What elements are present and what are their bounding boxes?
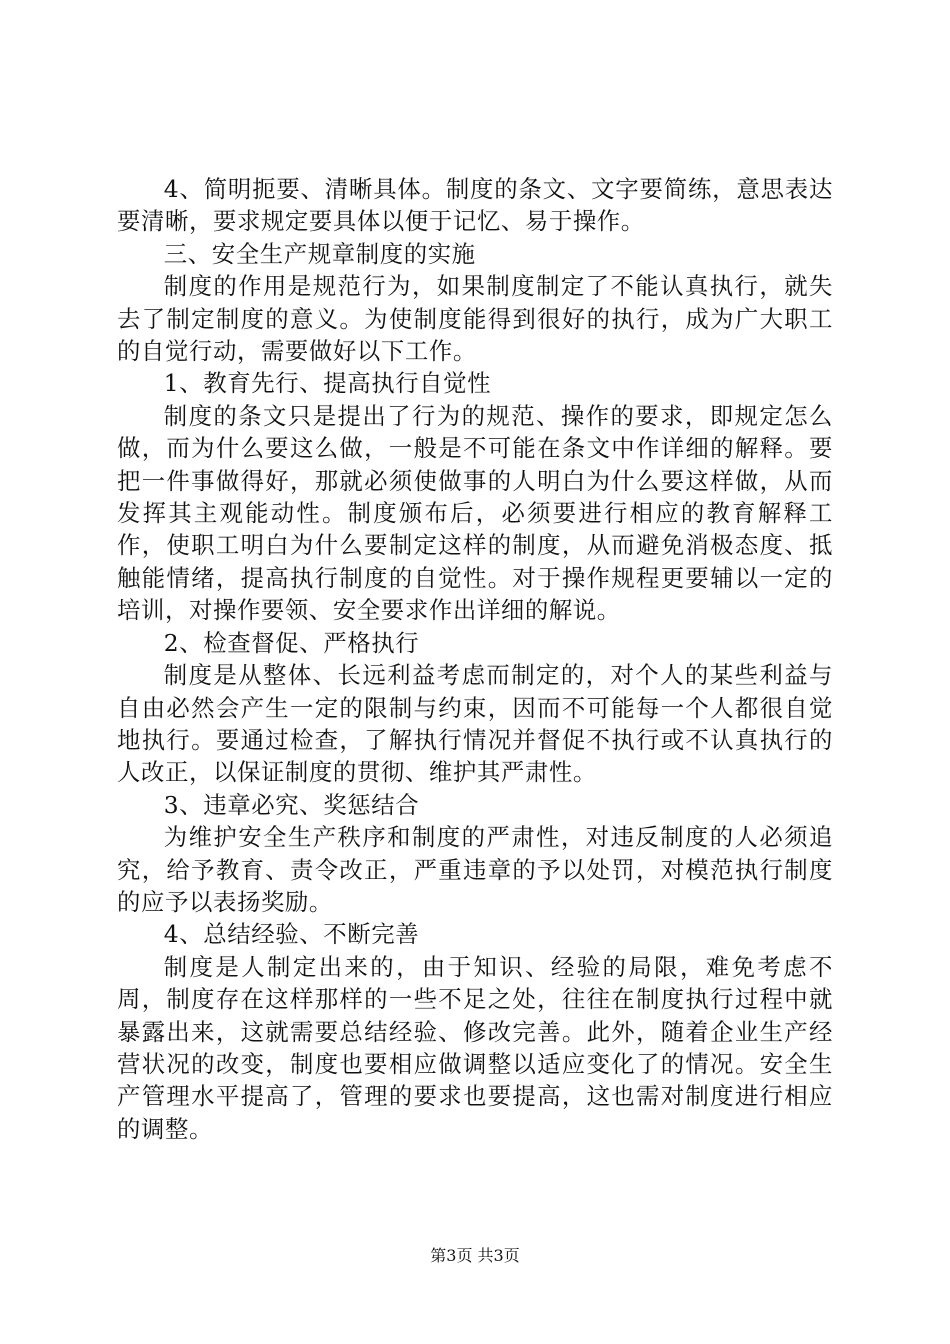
paragraph: 制度是人制定出来的，由于知识、经验的局限，难免考虑不周，制度存在这样那样的一些不足之处，往往在制度执行过程中就暴露出来，这就需要总结经验、修改完善。此外，随着企业生产经营状况的改变，制度也要相应做调整以适应变化了的情况。安全生产管理水平提高了，管理的要求也要提高，这也需对制度进行相应的调整。 — [117, 952, 833, 1143]
section-heading: 三、安全生产规章制度的实施 — [163, 239, 476, 268]
paragraph: 制度是从整体、长远利益考虑而制定的，对个人的某些利益与自由必然会产生一定的限制与约束，因而不可能每一个人都很自觉地执行。要通过检查，了解执行情况并督促不执行或不认真执行的人改正，以保证制度的贯彻、维护其严肃性。 — [117, 661, 833, 787]
paragraph: 4、简明扼要、清晰具体。制度的条文、文字要简练，意思表达要清晰，要求规定要具体以便于记忆、易于操作。 — [117, 175, 833, 236]
paragraph: 制度的条文只是提出了行为的规范、操作的要求，即规定怎么做，而为什么要这么做，一般是不可能在条文中作详细的解释。要把一件事做得好，那就必须使做事的人明白为什么要这样做，从而发挥其主观能动性。制度颁布后，必须要进行相应的教育解释工作，使职工明白为什么要制定这样的制度，从而避免消极态度、抵触能情绪，提高执行制度的自觉性。对于操作规程更要辅以一定的培训，对操作要领、安全要求作出详细的解说。 — [117, 401, 833, 625]
subsection-heading: 3、违章必究、奖惩结合 — [163, 790, 420, 819]
paragraph: 为维护安全生产秩序和制度的严肃性，对违反制度的人必须追究，给予教育、责令改正，严重违章的予以处罚，对模范执行制度的应予以表扬奖励。 — [117, 823, 833, 916]
subsection-heading: 4、总结经验、不断完善 — [163, 920, 420, 949]
page-number-label: 第3页 共3页 — [430, 1246, 520, 1265]
paragraph: 制度的作用是规范行为，如果制度制定了不能认真执行，就失去了制定制度的意义。为使制度能得到很好的执行，成为广大职工的自觉行动，需要做好以下工作。 — [117, 272, 833, 366]
page-footer — [0, 1246, 950, 1266]
subsection-heading: 1、教育先行、提高执行自觉性 — [163, 369, 492, 398]
subsection-heading: 2、检查督促、严格执行 — [163, 628, 420, 657]
document-body — [117, 173, 833, 1145]
